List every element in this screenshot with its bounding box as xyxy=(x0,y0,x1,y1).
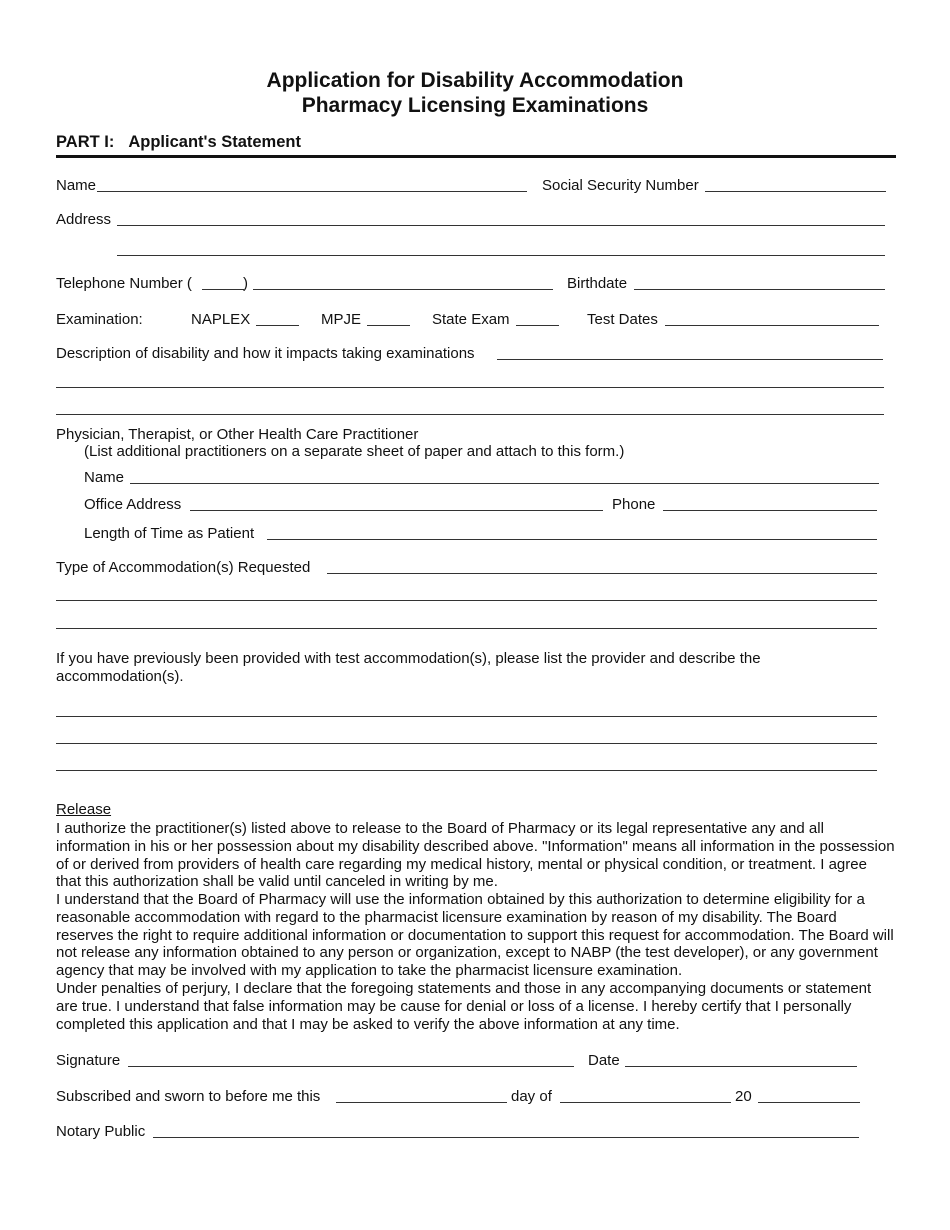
disability-field-line-1[interactable] xyxy=(497,359,883,360)
sworn-label: Subscribed and sworn to before me this xyxy=(56,1088,321,1105)
notary-label: Notary Public xyxy=(56,1123,146,1140)
disability-label: Description of disability and how it impacts taking examinations xyxy=(56,345,475,362)
birthdate-field[interactable] xyxy=(634,289,885,290)
release-heading: Release xyxy=(56,801,112,818)
accommodation-type-field-line-2[interactable] xyxy=(56,600,877,601)
name-field[interactable] xyxy=(97,191,527,192)
examination-label: Examination: xyxy=(56,311,143,328)
test-dates-label: Test Dates xyxy=(587,311,658,328)
length-as-patient-label: Length of Time as Patient xyxy=(84,525,255,542)
notary-field[interactable] xyxy=(153,1137,859,1138)
previous-accommodation-text: If you have previously been provided with test accommodation(s), please list the provider and describe the accommodation(s). xyxy=(56,650,761,685)
naplex-field[interactable] xyxy=(256,325,299,326)
form-title-line-1: Application for Disability Accommodation xyxy=(266,69,684,92)
length-as-patient-field[interactable] xyxy=(267,539,877,540)
address-label: Address xyxy=(56,211,112,228)
telephone-field[interactable] xyxy=(253,289,553,290)
phone-label: Phone xyxy=(612,496,656,513)
ssn-label: Social Security Number xyxy=(542,177,699,194)
practitioner-heading: Physician, Therapist, or Other Health Care Practitioner xyxy=(56,426,419,443)
previous-accommodation-field-line-2[interactable] xyxy=(56,743,877,744)
telephone-label: Telephone Number ( xyxy=(56,275,192,292)
sworn-month-field[interactable] xyxy=(560,1102,731,1103)
test-dates-field[interactable] xyxy=(665,325,879,326)
accommodation-type-label: Type of Accommodation(s) Requested xyxy=(56,559,311,576)
disability-field-line-2[interactable] xyxy=(56,387,884,388)
practitioner-note: (List additional practitioners on a separate sheet of paper and attach to this form.) xyxy=(84,443,625,460)
signature-label: Signature xyxy=(56,1052,121,1069)
address-field-line-1[interactable] xyxy=(117,225,885,226)
name-label: Name xyxy=(56,177,97,194)
practitioner-name-field[interactable] xyxy=(130,483,879,484)
disability-field-line-3[interactable] xyxy=(56,414,884,415)
part-heading xyxy=(56,133,301,152)
part-label: PART I: xyxy=(56,133,115,151)
accommodation-type-field-line-3[interactable] xyxy=(56,628,877,629)
area-code-field[interactable] xyxy=(202,289,244,290)
section-rule xyxy=(56,155,896,158)
previous-accommodation-field-line-1[interactable] xyxy=(56,716,877,717)
mpje-field[interactable] xyxy=(367,325,410,326)
mpje-label: MPJE xyxy=(321,311,362,328)
accommodation-type-field-line-1[interactable] xyxy=(327,573,877,574)
previous-accommodation-field-line-3[interactable] xyxy=(56,770,877,771)
address-field-line-2[interactable] xyxy=(117,255,885,256)
office-address-label: Office Address xyxy=(84,496,182,513)
signature-field[interactable] xyxy=(128,1066,574,1067)
release-paragraph-3: Under penalties of perjury, I declare that the foregoing statements and those in any accompanying documents or statement are true. I understand that false information may be cause for denial or loss of a license. I hereby certify that I personally completed this application and that I may be asked to verify the above information at any time. xyxy=(56,980,872,1033)
state-exam-field[interactable] xyxy=(516,325,559,326)
sworn-year-field[interactable] xyxy=(758,1102,860,1103)
year-prefix: 20 xyxy=(735,1088,752,1105)
naplex-label: NAPLEX xyxy=(191,311,251,328)
release-paragraph-1: I authorize the practitioner(s) listed above to release to the Board of Pharmacy or its legal representative any and all information in his or her possession about my disability described above. "Information" means all information in the possession of or derived from providers of health care regarding my medical history, mental or physical condition, or treatment. I agree that this authorization shall be valid until canceled in writing by me. xyxy=(56,820,895,891)
date-label: Date xyxy=(588,1052,620,1069)
date-field[interactable] xyxy=(625,1066,857,1067)
part-title: Applicant's Statement xyxy=(128,133,301,151)
release-paragraph-2: I understand that the Board of Pharmacy will use the information obtained by this authorization to determine eligibility for a reasonable accommodation with regard to the pharmacist licensure examination by reason of my disability. The Board reserves the right to require additional information or documentation to support this request for accommodation. The Board will not release any information obtained to any person or organization, except to NABP (the test developer), or any government agency that may be involved with my application to take the pharmacist licensure examination. xyxy=(56,891,894,980)
birthdate-label: Birthdate xyxy=(567,275,628,292)
form-title-line-2: Pharmacy Licensing Examinations xyxy=(301,94,649,117)
ssn-field[interactable] xyxy=(705,191,886,192)
telephone-close-paren: ) xyxy=(243,275,248,292)
phone-field[interactable] xyxy=(663,510,877,511)
day-of-label: day of xyxy=(511,1088,552,1105)
office-address-field[interactable] xyxy=(190,510,603,511)
sworn-day-field[interactable] xyxy=(336,1102,507,1103)
state-exam-label: State Exam xyxy=(432,311,510,328)
practitioner-name-label: Name xyxy=(84,469,125,486)
